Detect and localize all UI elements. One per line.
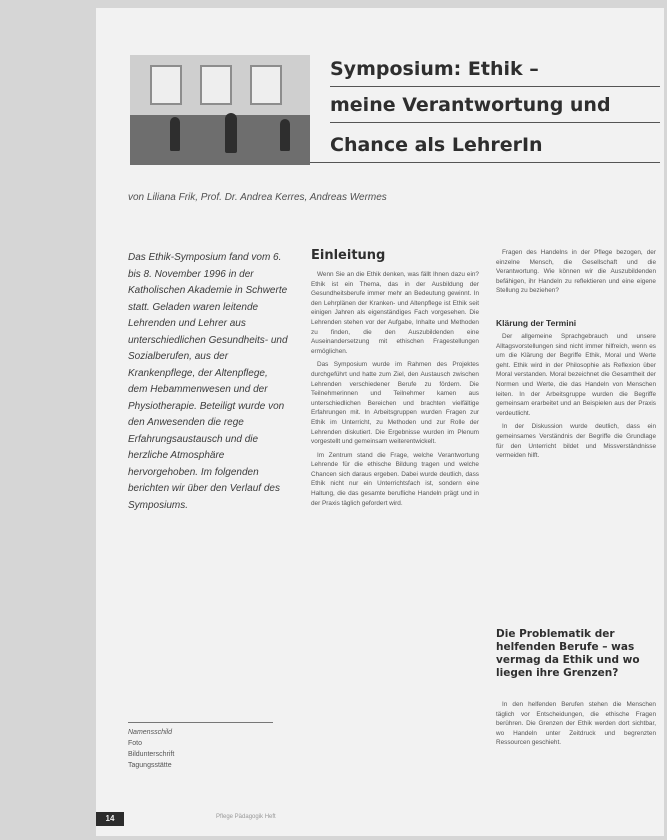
paragraph: In den helfenden Berufen stehen die Menschen täglich vor Entscheidungen, die ethische Fragen berühren. Die Grenzen der Ethik werden dort sichtbar, wo Handeln unter Zeitdruck und begrenzten Ressourcen geschieht. bbox=[496, 701, 656, 747]
footer-text: Pflege Pädagogik Heft bbox=[216, 814, 276, 820]
section-heading-einleitung: Einleitung bbox=[311, 248, 386, 263]
paragraph: Das Symposium wurde im Rahmen des Projektes durchgeführt und hatte zum Ziel, den Austausch zwischen Lehrenden verschiedener Berufe zu fördern. Die Teilnehmerinnen und Teilnehmer kamen aus unterschiedlichen Bereichen und brachten vielfältige Erfahrungen mit. In Arbeitsgruppen wurden Fragen zur Ethik im Unterricht, zu Methoden und zur Rolle der Lehrenden diskutiert. Die Ergebnisse wurden im Plenum vorgestellt und gemeinsam weiterentwickelt. bbox=[311, 361, 479, 446]
paragraph: Fragen des Handelns in der Pflege bezogen, der einzelne Mensch, die Gesellschaft und die Verantwortung. Wie können wir die Auszubildenden befähigen, ihr Handeln zu reflektieren und eine eigene Stellung zu beziehen? bbox=[496, 249, 656, 295]
subheading-termini: Klärung der Termini bbox=[496, 318, 577, 328]
article-lead: Das Ethik-Symposium fand vom 6. bis 8. November 1996 in der Katholischen Akademie in Schwerte statt. Geladen waren leitende Lehrenden und Lehrer aus unterschiedlichen Gesundheits- und Sozialberufen, aus der Krankenpflege, der Altenpflege, dem Hebammenwesen und der Physiotherapie. Beteiligt wurde von den Anwesenden die rege Erfahrungsaustausch und die herzliche Atmosphäre hervorgehoben. Im folgenden berichten wir über den Verlauf des Symposiums. bbox=[128, 252, 288, 511]
column-3-body bbox=[496, 332, 656, 570]
column-3-intro bbox=[496, 248, 656, 310]
column-2-body bbox=[311, 270, 479, 790]
symposium-photo bbox=[130, 55, 310, 165]
page-footer bbox=[96, 812, 664, 826]
signature-line: Tagungsstätte bbox=[128, 762, 172, 769]
paragraph: Im Zentrum stand die Frage, welche Verantwortung Lehrende für die ethische Bildung tragen und welche Chancen sich daraus ergeben. Dabei wurde deutlich, dass Ethik nicht nur ein Unterrichtsfach ist, sondern eine Haltung, die das gesamte berufliche Handeln prägt und in der Praxis täglich gefordert wird. bbox=[311, 451, 479, 507]
signature-rule bbox=[128, 722, 273, 723]
signature-line: Bildunterschrift bbox=[128, 751, 175, 758]
paragraph: In der Diskussion wurde deutlich, dass ein gemeinsames Verständnis der Begriffe die Grundlage für den Unterricht bildet und Missverständnisse vermeiden hilft. bbox=[496, 423, 656, 460]
article-title-line-3: Chance als LehrerIn bbox=[330, 134, 543, 156]
signature-block bbox=[128, 727, 198, 771]
article-authors: von Liliana Frik, Prof. Dr. Andrea Kerres, Andreas Wermes bbox=[128, 192, 387, 203]
column-3-bottom bbox=[496, 700, 656, 804]
signature-name: Namensschild bbox=[128, 729, 172, 736]
signature-line: Foto bbox=[128, 740, 143, 747]
section-heading-problematik: Die Problematik der helfenden Berufe – was vermag da Ethik und wo liegen ihre Grenzen? bbox=[496, 628, 640, 679]
paragraph: Der allgemeine Sprachgebrauch und unsere Alltagsvorstellungen sind nicht immer hilfreich, wenn es um die Klärung der Begriffe Ethik, Moral und Werte geht. Ethik wird in der Philosophie als Reflexion über Moral verstanden. Moral bezeichnet die Gesamtheit der Normen und Werte, die das Handeln von Menschen leiten. In der Arbeitsgruppe wurden die Begriffe gemeinsam erarbeitet und an Beispielen aus der Praxis verdeutlicht. bbox=[496, 333, 656, 417]
article-title-line-2: meine Verantwortung und bbox=[330, 94, 611, 116]
paragraph: Wenn Sie an die Ethik denken, was fällt Ihnen dazu ein? Ethik ist ein Thema, das in der Ausbildung der Gesundheitsberufe immer mehr an Bedeutung gewinnt. In den Lehrplänen der Kranken- und Altenpflege ist Ethik seit einigen Jahren als eigenständiges Fach vorgesehen. Die Lehrenden stehen vor der Aufgabe, Inhalte und Methoden zu finden, die den Auszubildenden eine Auseinandersetzung mit ethischen Fragestellungen ermöglichen. bbox=[311, 271, 479, 355]
page-number: 14 bbox=[96, 812, 124, 826]
article-title-line-1: Symposium: Ethik – bbox=[330, 58, 539, 80]
